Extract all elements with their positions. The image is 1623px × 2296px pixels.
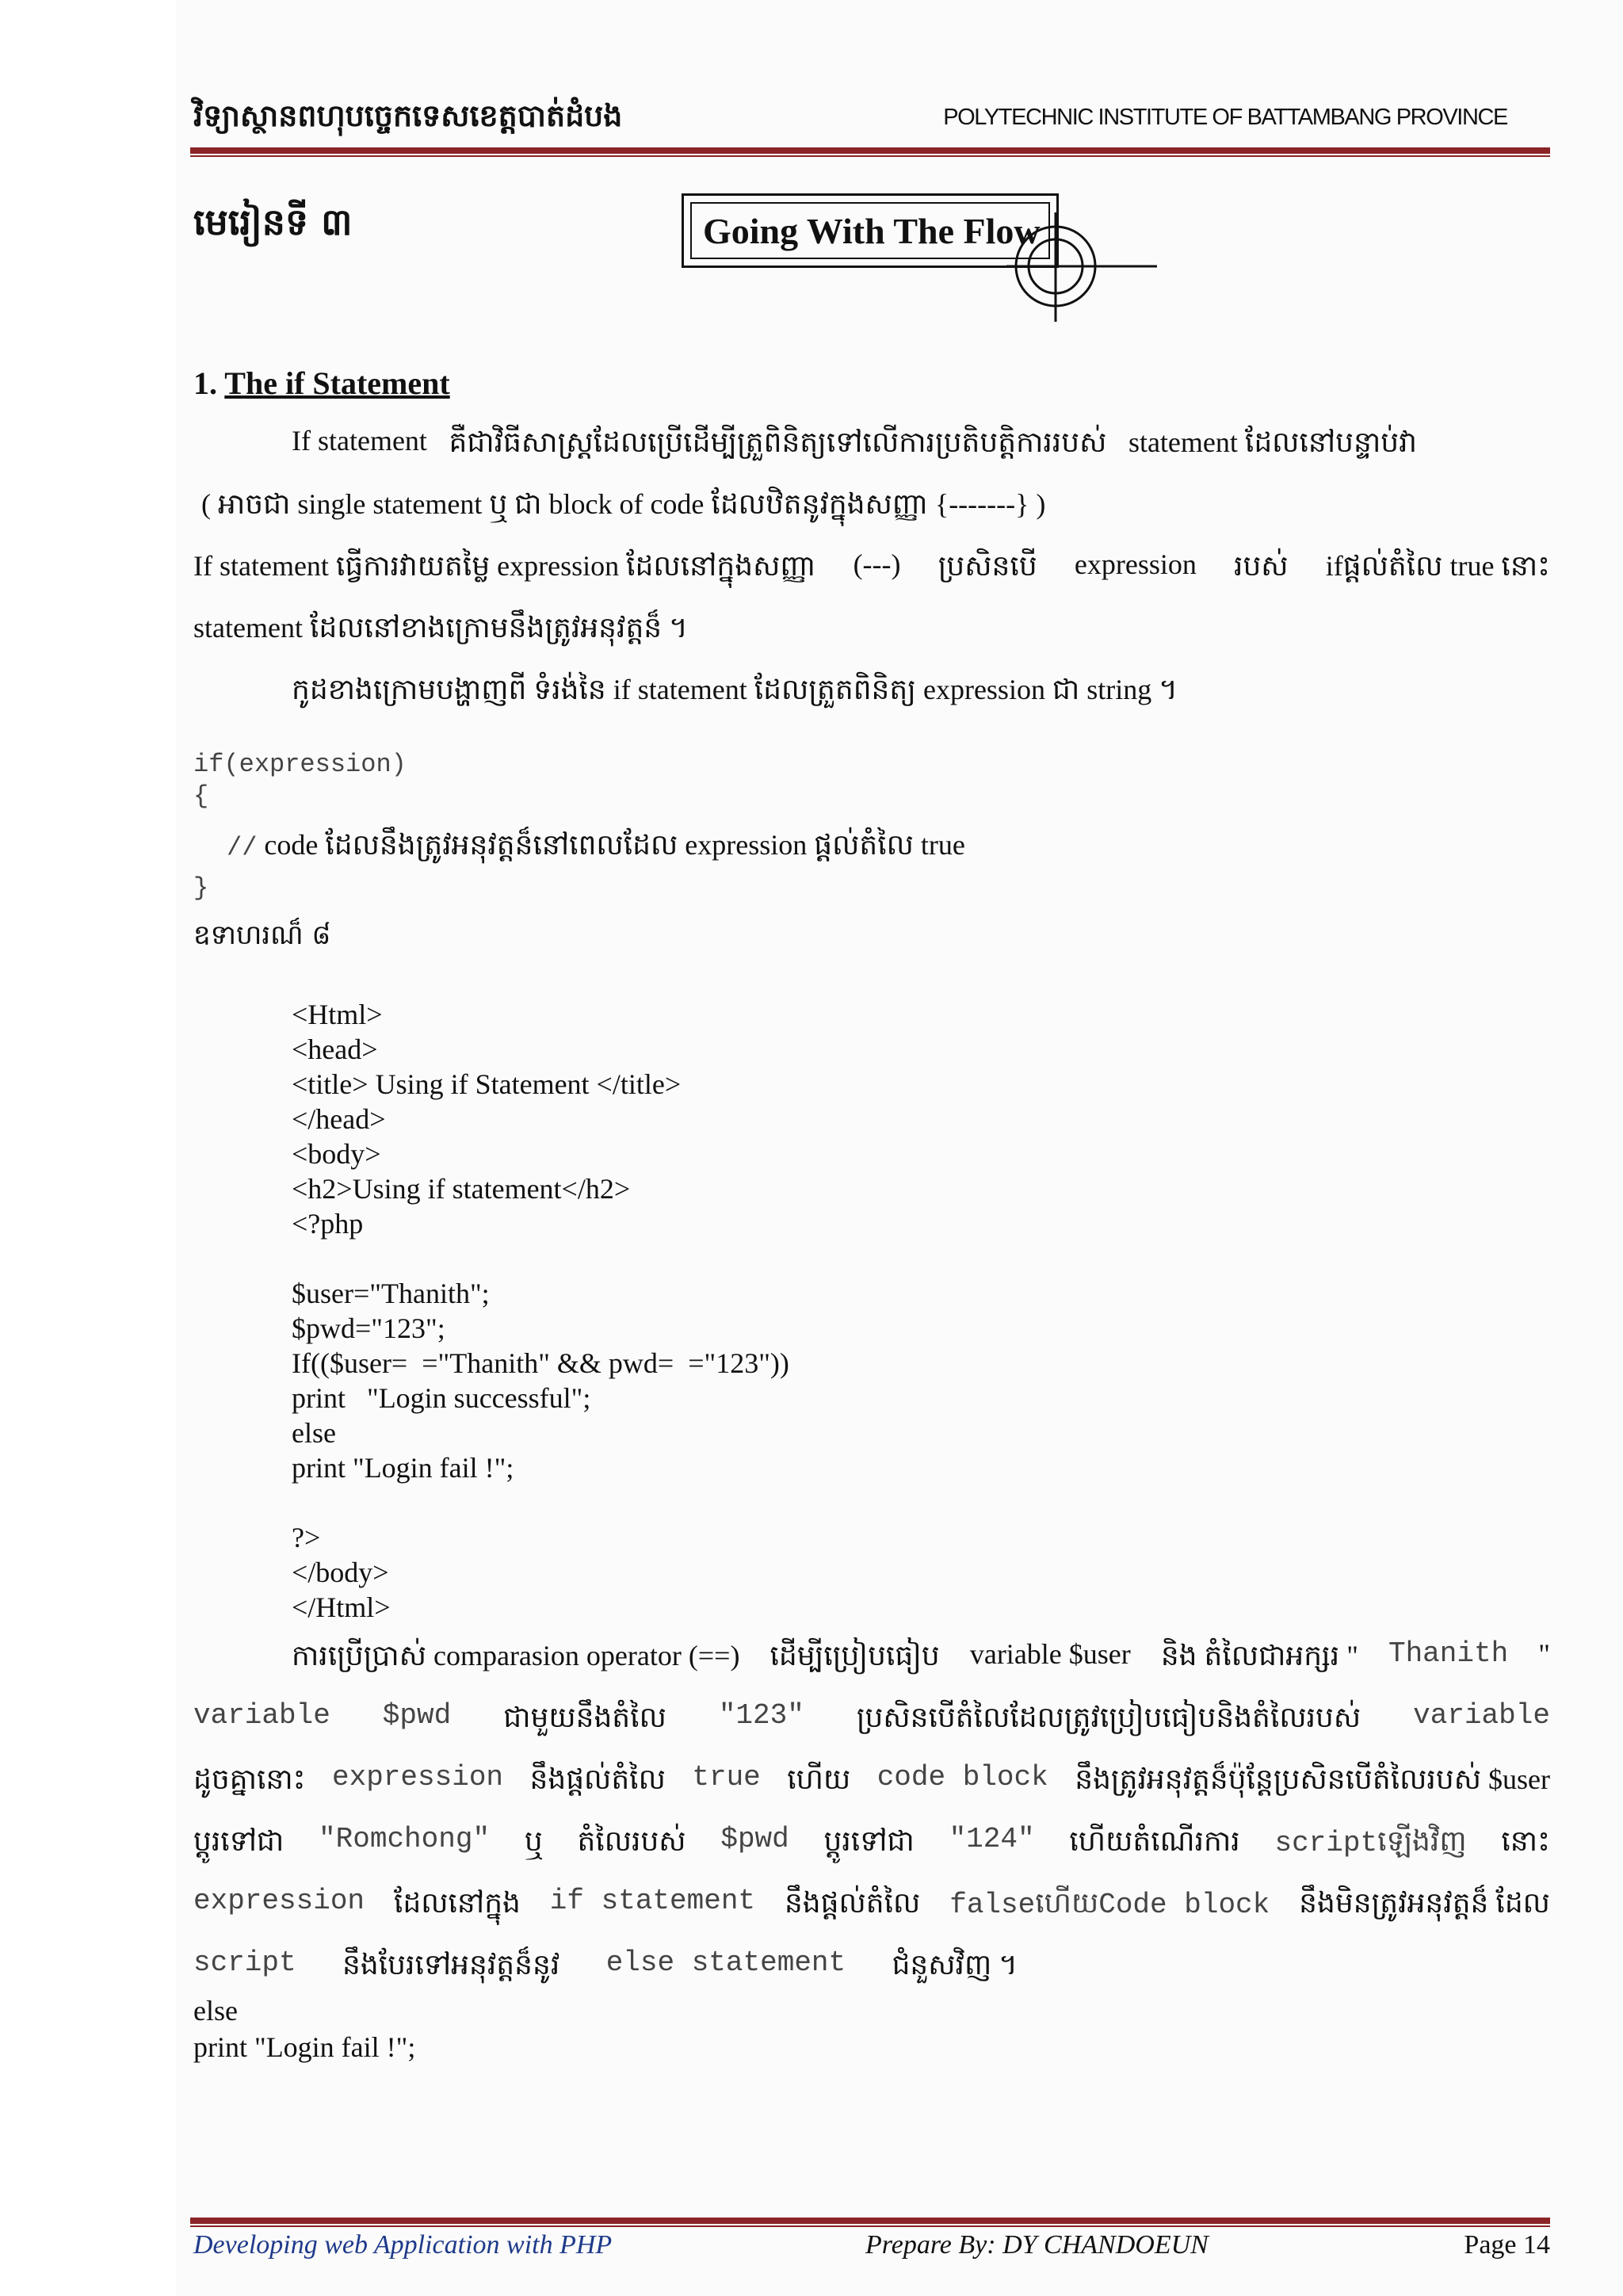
code-line: else [292,1417,336,1449]
explain-text: នឹងផ្តល់តំលៃ [784,1887,921,1919]
explain-code: if statement [549,1885,756,1917]
explain-text: ហើយ [787,1763,851,1795]
explain-text: ឬ [524,1825,543,1857]
explain-line-6 [193,1946,1018,1988]
explain-text: ប្រសិនបើតំលៃដែលត្រូវប្រៀបធៀបនិងតំលៃរបស់ [856,1702,1361,1733]
explain-code: "124" [949,1823,1035,1855]
code-line: $pwd="123"; [292,1312,445,1344]
intro-text: របស់ [1234,550,1289,582]
explain-line-1 [292,1637,1550,1679]
explain-code: $pwd [382,1699,452,1732]
explain-tail-1: else [193,1995,238,2027]
code-line: print "Login successful"; [292,1382,591,1414]
header-english-title: POLYTECHNIC INSTITUTE OF BATTAMBANG PROVINCE [943,105,1507,130]
header-rule-thin [190,155,1550,157]
intro-line-1 [292,424,1417,466]
lesson-number: មេរៀនទី ៣ [193,201,353,243]
code-line: <?php [292,1208,364,1240]
code-line: <title> Using if Statement </title> [292,1068,682,1100]
comment-text: code ដែលនឹងត្រូវអនុវត្តន៏នៅពេលដែល expression ផ្តល់តំលៃ true [264,829,965,861]
intro-text: If statement [292,425,427,457]
intro-line-5: កូដខាងក្រោមបង្ហាញពី ទំរង់នៃ if statement ដែលត្រួតពិនិត្យ expression ជា string ។ [292,674,1178,705]
explain-text: ជាមួយនឹងតំលៃ [503,1702,666,1733]
explain-code: "Romchong" [319,1823,491,1855]
explain-code: Thanith [1388,1637,1509,1670]
code-line: <Html> [292,999,383,1030]
explain-line-4 [193,1823,1550,1865]
code-line: $user="Thanith"; [292,1278,490,1309]
explain-text: នឹងត្រូវអនុវត្តន៏ប៉ុន្តែប្រសិនបើតំលៃរបស់ $user [1075,1763,1550,1795]
code-line: print "Login fail !"; [292,1452,514,1484]
crosshair-icon [1006,212,1157,323]
explain-line-3 [193,1761,1550,1803]
explain-line-2 [193,1699,1550,1741]
intro-line-3 [193,548,1550,590]
example-label: ឧទាហរណ៏ ៨ [193,919,331,951]
explain-code: variable [1413,1699,1550,1732]
intro-line-2: ( អាចជា single statement ឬ ជា block of code ដែលឋិតនូវក្នុងសញ្ញា {-------} ) [201,488,1046,520]
explain-text: ដូចគ្នានោះ [193,1763,306,1795]
header-khmer-title: វិទ្យាស្ថានពហុបច្ចេកទេសខេត្តបាត់ដំបង [193,98,623,133]
intro-text: expression [1074,548,1197,580]
code-line: <head> [292,1033,378,1065]
footer-course-title: Developing web Application with PHP [193,2230,613,2260]
footer-rule-thin [190,2225,1550,2227]
code-line: <h2>Using if statement</h2> [292,1173,631,1205]
explain-code: "123" [718,1699,804,1732]
code-line: </Html> [292,1591,391,1623]
explain-text: ដើម្បីប្រៀបធៀប [769,1640,940,1671]
explain-text: នោះ [1501,1825,1550,1857]
code-line: ?> [292,1522,321,1553]
explain-text: ប្តូរទៅជា [823,1825,915,1857]
explain-text: និង តំលៃជាអក្សរ " [1160,1640,1358,1671]
explain-text: ដែលនៅក្នុង [393,1887,521,1919]
intro-text: ប្រសិនបើ [938,550,1037,582]
footer-page-number: Page 14 [1464,2230,1550,2260]
explain-text: ជំនួសវិញ ។ [892,1949,1018,1981]
intro-text: ifផ្តល់តំលៃ true នោះ [1325,550,1550,582]
header-rule [190,147,1550,154]
explain-code: expression [331,1761,504,1794]
lesson-title: Going With The Flow [690,202,1050,259]
explain-text: តំលៃរបស់ [577,1825,686,1857]
explain-text: នឹងមិនត្រូវអនុវត្តន៏ ដែល [1299,1887,1550,1919]
syntax-open: if(expression) [193,750,407,779]
code-line: </head> [292,1103,386,1135]
explain-code: code block [876,1761,1048,1794]
intro-text: If statement ធ្វើការវាយតម្លៃ expression ដែលនៅក្នុងសញ្ញា [193,550,816,582]
explain-code: $pwd [720,1823,789,1855]
explain-tail-2: print "Login fail !"; [193,2031,416,2063]
explain-code: variable [193,1699,330,1732]
intro-text: statement ដែលនៅបន្ទាប់វា [1128,426,1417,458]
explain-code: expression [193,1885,365,1917]
explain-text: " [1538,1638,1550,1670]
section-number: 1. [193,365,217,401]
explain-text: នឹងផ្តល់តំលៃ [529,1763,666,1795]
explain-text: ហើយតំណើរការ [1069,1825,1240,1857]
explain-line-5 [193,1885,1550,1927]
section-title: The if Statement [224,365,450,401]
explain-text: ប្តូរទៅជា [193,1825,285,1857]
footer-author: Prepare By: DY CHANDOEUN [865,2230,1209,2260]
syntax-comment [227,827,965,869]
code-line: If(($user= ="Thanith" && pwd= ="123")) [292,1347,789,1379]
syntax-brace-close: } [193,873,209,903]
comment-mark: // [227,833,258,862]
explain-text: នឹងបែរទៅអនុវត្តន៏នូវ [342,1949,560,1981]
explain-code: true [692,1761,761,1794]
explain-code: else statement [605,1946,846,1979]
footer-rule [190,2218,1550,2224]
explain-code: falseហើយCode block [949,1889,1270,1921]
explain-code: script [193,1946,296,1979]
section-heading [193,365,450,402]
intro-text: គឺជាវិធីសាស្ត្រដែលប្រើដើម្បីត្រួពិនិត្យទៅលើការប្រតិបត្តិការរបស់ [449,426,1107,458]
explain-text: variable $user [969,1638,1131,1670]
lesson-title-box [682,193,1059,268]
code-line: </body> [292,1557,389,1588]
intro-line-4: statement ដែលនៅខាងក្រោមនឹងត្រូវអនុវត្តន៏ ។ [193,612,688,644]
explain-text: ការប្រើប្រាស់ comparasion operator (==) [292,1640,740,1671]
intro-text: (---) [853,548,901,580]
explain-code: scriptឡើងវិញ [1274,1827,1467,1859]
code-line: <body> [292,1138,381,1170]
syntax-brace-open: { [193,781,209,811]
